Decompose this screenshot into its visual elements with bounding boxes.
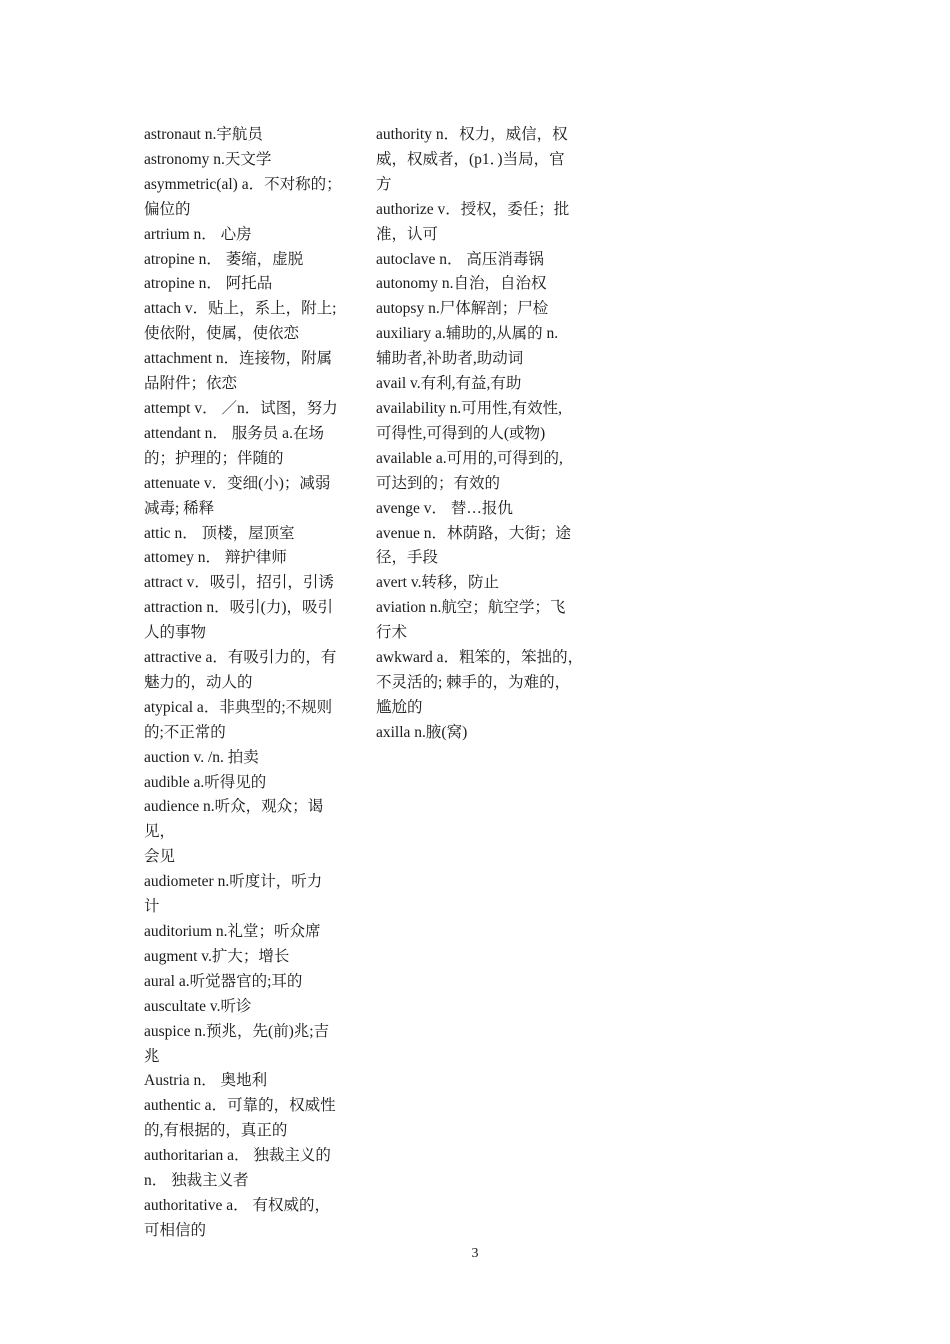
vocabulary-entry [144, 571, 354, 596]
vocabulary-entry [144, 795, 354, 870]
entry-line: 魅力的，动人的 [144, 673, 253, 691]
entry-line: auxiliary a.辅助的,从属的 n. [376, 325, 559, 343]
entry-line: astronaut n.宇航员 [144, 126, 263, 143]
entry-line: avert v.转移，防止 [376, 574, 499, 592]
vocabulary-entry [144, 347, 354, 397]
vocabulary-entry [144, 1094, 354, 1144]
page-number: 3 [471, 1246, 479, 1261]
entry-line: 不灵活的; 棘手的，为难的， [376, 673, 571, 691]
entry-line: 的,有根据的，真正的 [144, 1122, 288, 1140]
entry-line: 计 [144, 898, 160, 916]
entry-line: artrium n． 心房 [144, 225, 252, 243]
vocabulary-entry [144, 1069, 354, 1094]
vocabulary-entry [144, 1020, 354, 1070]
entry-line: augment v.扩大；增长 [144, 947, 290, 965]
entry-line: 减毒; 稀释 [144, 499, 215, 517]
left-column [144, 123, 354, 1244]
entry-line: attomey n． 辩护律师 [144, 549, 287, 567]
entry-line: authentic a．可靠的，权威性 [144, 1097, 336, 1115]
entry-line: astronomy n.天文学 [144, 150, 272, 168]
vocabulary-entry [376, 372, 586, 397]
entry-line: 的；护理的；伴随的 [144, 449, 284, 467]
entry-line: authoritarian a． 独裁主义的 [144, 1147, 331, 1165]
entry-line: attach v．贴上，系上，附上; [144, 300, 337, 318]
entry-line: 可相信的 [144, 1221, 207, 1239]
entry-line: 品附件；依恋 [144, 375, 238, 393]
vocabulary-entry [376, 596, 586, 646]
entry-line: aural a.听觉器官的;耳的 [144, 972, 303, 990]
entry-line: 会见 [144, 848, 176, 866]
entry-line: attenuate v．变细(小)；减弱 [144, 474, 331, 492]
entry-line: autopsy n.尸体解剖；尸检 [376, 300, 549, 318]
entry-line: auction v. /n. 拍卖 [144, 748, 259, 766]
entry-line: autoclave n． 高压消毒锅 [376, 250, 544, 268]
vocabulary-entry [144, 1194, 354, 1244]
entry-line: Austria n． 奥地利 [144, 1072, 268, 1090]
entry-line: avenge v． 替…报仇 [376, 499, 513, 517]
vocabulary-entry [144, 422, 354, 472]
vocabulary-entry [376, 721, 586, 746]
vocabulary-entry [144, 248, 354, 273]
entry-line: axilla n.腋(窝) [376, 723, 468, 741]
entry-line: auspice n.预兆，先(前)兆;吉 [144, 1022, 330, 1040]
entry-line: attempt v． ／n．试图，努力 [144, 399, 338, 417]
vocabulary-entry [144, 272, 354, 297]
vocabulary-entry [144, 297, 354, 347]
vocabulary-entry [376, 571, 586, 596]
entry-line: 威，权威者，(p1．)当局，官 [376, 150, 565, 168]
entry-line: attract v．吸引，招引，引诱 [144, 574, 334, 592]
entry-line: 偏位的 [144, 200, 191, 218]
entry-line: auditorium n.礼堂；听众席 [144, 923, 321, 940]
entry-line: 径，手段 [376, 549, 439, 567]
vocabulary-entry [144, 596, 354, 646]
vocabulary-entry [144, 173, 354, 223]
vocabulary-entry [376, 522, 586, 572]
vocabulary-entry [144, 970, 354, 995]
entry-line: 的;不正常的 [144, 723, 226, 741]
vocabulary-entry [376, 297, 586, 322]
entry-line: attendant n． 服务员 a.在场 [144, 424, 324, 442]
entry-line: attractive a．有吸引力的，有 [144, 649, 337, 667]
right-column [376, 123, 586, 746]
vocabulary-entry [376, 123, 586, 198]
vocabulary-entry [144, 995, 354, 1020]
vocabulary-entry [376, 646, 586, 721]
vocabulary-entry [144, 771, 354, 796]
entry-line: autonomy n.自治，自治权 [376, 275, 547, 293]
vocabulary-entry [144, 148, 354, 173]
entry-line: 尴尬的 [376, 698, 423, 716]
vocabulary-entry [144, 546, 354, 571]
vocabulary-entry [376, 198, 586, 248]
entry-line: awkward a．粗笨的，笨拙的， [376, 649, 584, 667]
entry-line: 使依附，使属，使依恋 [144, 325, 300, 343]
vocabulary-entry [376, 397, 586, 447]
vocabulary-entry [144, 870, 354, 920]
vocabulary-entry [144, 1144, 354, 1194]
vocabulary-entry [144, 646, 354, 696]
entry-line: available a.可用的,可得到的, [376, 449, 563, 467]
entry-line: attraction n．吸引(力)，吸引 [144, 599, 333, 617]
vocabulary-entry [144, 522, 354, 547]
vocabulary-entry [376, 272, 586, 297]
vocabulary-entry [376, 322, 586, 372]
entry-line: 方 [376, 175, 392, 193]
vocabulary-entry [144, 696, 354, 746]
vocabulary-entry [144, 945, 354, 970]
entry-line: 辅助者,补助者,助动词 [376, 350, 524, 368]
entry-line: authority n．权力，威信，权 [376, 126, 568, 143]
vocabulary-entry [144, 223, 354, 248]
entry-line: 准，认可 [376, 225, 439, 243]
entry-line: aviation n.航空；航空学；飞 [376, 599, 566, 617]
entry-line: 可达到的；有效的 [376, 474, 501, 492]
vocabulary-entry [376, 447, 586, 497]
entry-line: n． 独裁主义者 [144, 1172, 249, 1190]
vocabulary-entry [144, 746, 354, 771]
entry-line: 兆 [144, 1047, 160, 1065]
entry-line: atypical a．非典型的;不规则 [144, 698, 333, 716]
entry-line: authorize v．授权，委任；批 [376, 200, 570, 218]
entry-line: attachment n．连接物，附属 [144, 350, 333, 368]
entry-line: asymmetric(al) a．不对称的； [144, 175, 342, 193]
vocabulary-entry [376, 248, 586, 273]
entry-line: avail v.有利,有益,有助 [376, 375, 522, 393]
vocabulary-entry [144, 920, 354, 945]
entry-line: 人的事物 [144, 624, 207, 642]
vocabulary-entry [144, 397, 354, 422]
entry-line: 可得性,可得到的人(或物) [376, 424, 546, 442]
entry-line: audiometer n.听度计，听力 [144, 873, 323, 891]
entry-line: auscultate v.听诊 [144, 997, 252, 1015]
entry-line: 行术 [376, 624, 408, 642]
vocabulary-entry [376, 497, 586, 522]
entry-line: atropine n． 萎缩，虚脱 [144, 250, 304, 268]
vocabulary-entry [144, 472, 354, 522]
entry-line: atropine n． 阿托品 [144, 275, 273, 293]
vocabulary-entry [144, 123, 354, 148]
entry-line: avenue n．林荫路，大街；途 [376, 524, 572, 542]
entry-line: authoritative a． 有权威的， [144, 1196, 330, 1214]
entry-line: attic n． 顶楼，屋顶室 [144, 524, 295, 542]
entry-line: audible a.听得见的 [144, 773, 267, 791]
entry-line: availability n.可用性,有效性, [376, 399, 562, 417]
entry-line: audience n.听众，观众；谒见， [144, 798, 324, 841]
